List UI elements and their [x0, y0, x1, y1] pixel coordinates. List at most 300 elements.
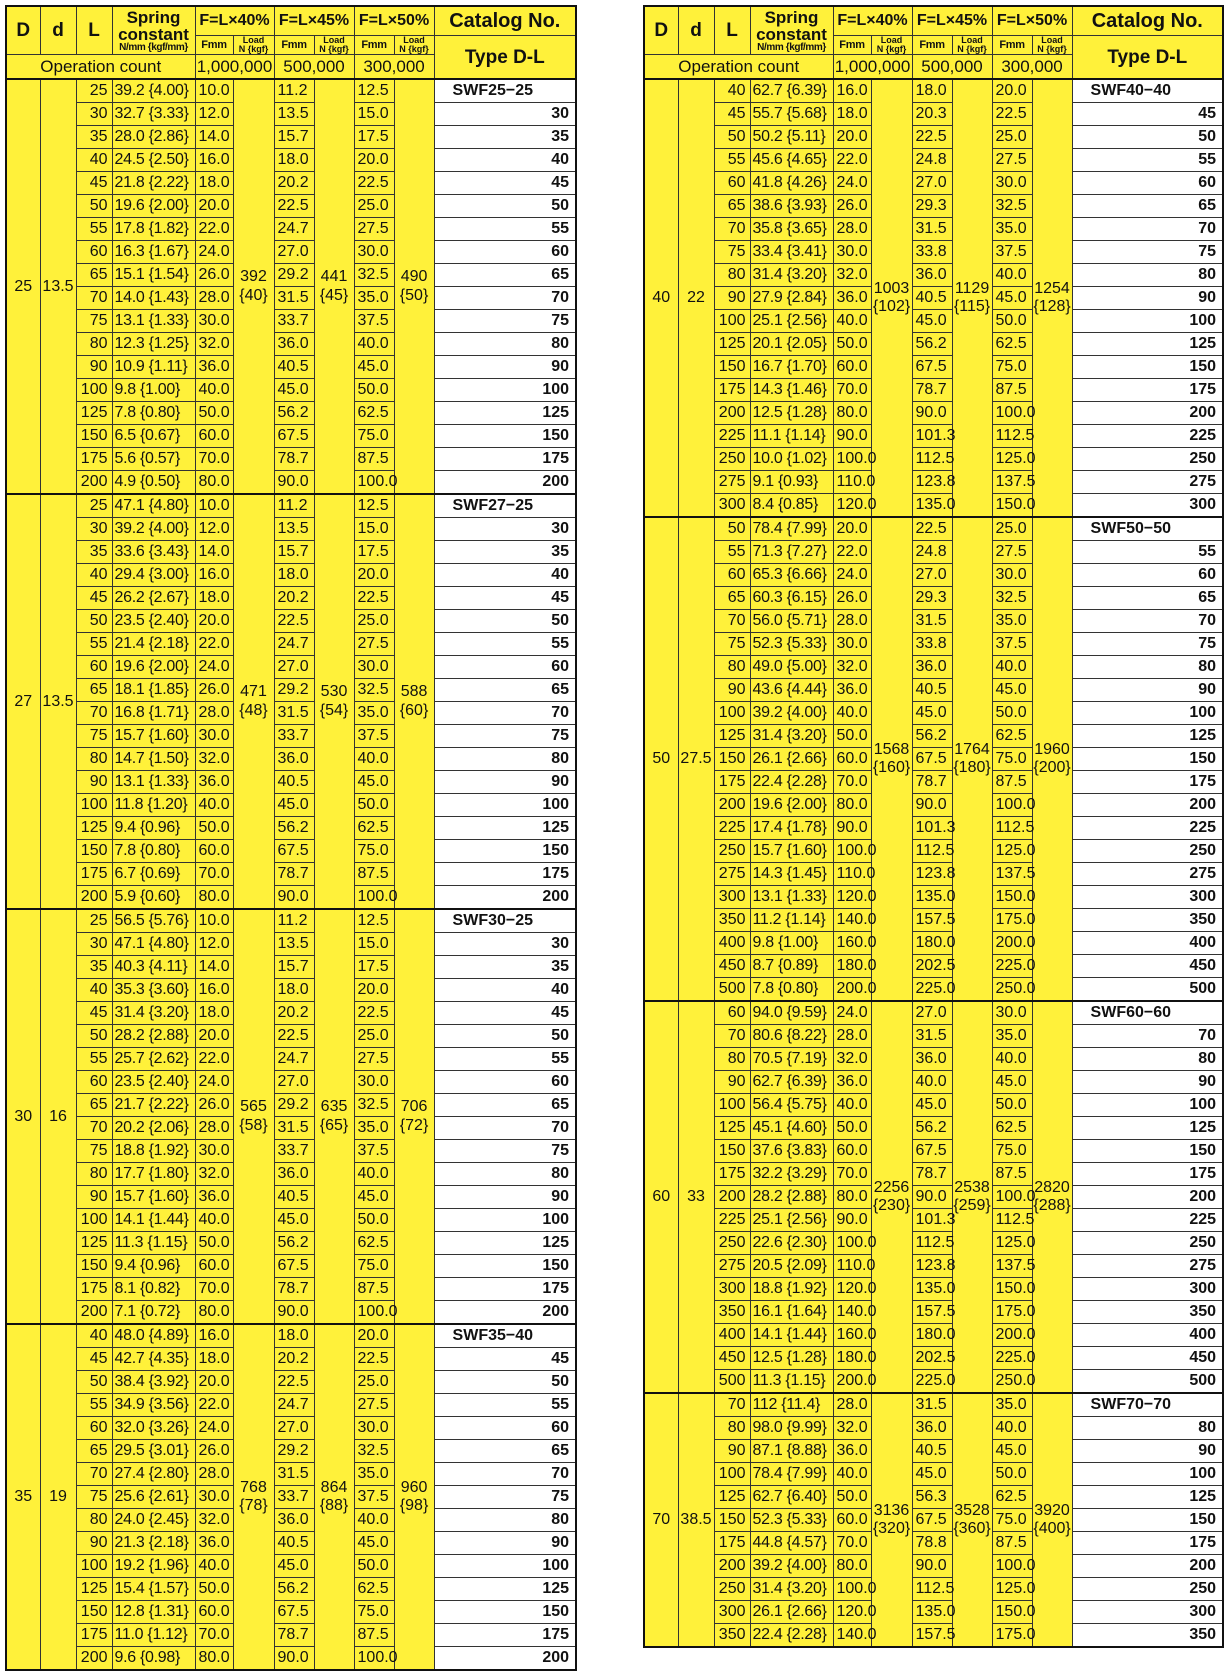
- load-40-cell: [871, 1001, 912, 1393]
- spring-group-D70: [644, 1393, 1223, 1647]
- spring-group-D25: [6, 79, 576, 494]
- catalog-number-cell: [1072, 1209, 1223, 1232]
- length-cell: 200: [76, 886, 112, 910]
- table-row: [6, 1647, 576, 1671]
- header-fmm-40: Fmm: [833, 36, 871, 55]
- deflection-45-cell: 27.0: [912, 172, 952, 195]
- length-cell: 225: [714, 817, 750, 840]
- deflection-50-cell: 87.5: [992, 771, 1032, 794]
- catalog-number-cell: [1072, 702, 1223, 725]
- deflection-45-cell: 45.0: [912, 310, 952, 333]
- load-value: 3136: [873, 1501, 910, 1519]
- catalog-suffix: 300: [1189, 496, 1217, 513]
- deflection-45-cell: 56.2: [274, 1578, 314, 1601]
- catalog-number-cell: [1072, 748, 1223, 771]
- header-f50: F=L×50%: [354, 6, 434, 36]
- deflection-40-cell: 10.0: [195, 494, 233, 518]
- catalog-number-cell: [1072, 978, 1223, 1002]
- deflection-40-cell: 32.0: [833, 1417, 871, 1440]
- deflection-45-cell: 56.2: [912, 333, 952, 356]
- header-d: d: [40, 6, 76, 55]
- spring-constant-cell: 14.3 {1.45}: [750, 863, 833, 886]
- catalog-prefix: SWF25−: [452, 82, 516, 99]
- catalog-suffix: 80: [1198, 1419, 1217, 1436]
- length-cell: 450: [714, 1347, 750, 1370]
- spring-constant-cell: 94.0 {9.59}: [750, 1001, 833, 1025]
- deflection-50-cell: 125.0: [992, 448, 1032, 471]
- load-l1: Load: [323, 35, 345, 45]
- catalog-number-cell: [434, 103, 576, 126]
- catalog-number-cell: [1072, 1163, 1223, 1186]
- length-cell: 50: [76, 1025, 112, 1048]
- deflection-40-cell: 20.0: [195, 1025, 233, 1048]
- catalog-number-cell: [1072, 79, 1223, 103]
- table-row: [6, 1532, 576, 1555]
- table-row: [6, 1048, 576, 1071]
- catalog-suffix: 300: [1189, 888, 1217, 905]
- length-cell: 175: [76, 448, 112, 471]
- length-cell: 35: [76, 956, 112, 979]
- table-row: [6, 909, 576, 933]
- deflection-50-cell: 75.0: [354, 840, 394, 863]
- table-row: [6, 1278, 576, 1301]
- catalog-number-cell: [434, 1417, 576, 1440]
- deflection-45-cell: 31.5: [274, 1463, 314, 1486]
- deflection-50-cell: 22.5: [354, 1002, 394, 1025]
- spec-table-right: [643, 5, 1222, 1648]
- deflection-50-cell: 25.0: [354, 610, 394, 633]
- deflection-50-cell: 12.5: [354, 79, 394, 103]
- deflection-40-cell: 40.0: [833, 1094, 871, 1117]
- length-cell: 65: [714, 587, 750, 610]
- catalog-number-cell: [434, 725, 576, 748]
- spring-constant-cell: 14.1 {1.44}: [750, 1324, 833, 1347]
- table-row: [644, 79, 1223, 103]
- length-cell: 40: [76, 979, 112, 1002]
- table-row: [644, 1209, 1223, 1232]
- deflection-40-cell: 30.0: [195, 310, 233, 333]
- deflection-45-cell: 15.7: [274, 956, 314, 979]
- deflection-50-cell: 35.0: [354, 702, 394, 725]
- catalog-number-cell: [1072, 679, 1223, 702]
- catalog-suffix: 40: [551, 981, 570, 998]
- deflection-40-cell: 24.0: [195, 656, 233, 679]
- deflection-50-cell: 75.0: [992, 1509, 1032, 1532]
- catalog-number-cell: [1072, 425, 1223, 448]
- catalog-suffix: 65: [551, 681, 570, 698]
- spring-constant-cell: 33.4 {3.41}: [750, 241, 833, 264]
- header-fmm-40: Fmm: [195, 36, 233, 55]
- length-cell: 45: [76, 1002, 112, 1025]
- length-cell: 35: [76, 126, 112, 149]
- length-cell: 30: [76, 103, 112, 126]
- table-row: [644, 1486, 1223, 1509]
- table-row: [6, 771, 576, 794]
- deflection-50-cell: 62.5: [992, 1117, 1032, 1140]
- load-value: 565: [240, 1098, 267, 1116]
- catalog-number-cell: [434, 1117, 576, 1140]
- catalog-suffix: 350: [1189, 1626, 1217, 1643]
- deflection-40-cell: 40.0: [833, 310, 871, 333]
- deflection-50-cell: 30.0: [992, 172, 1032, 195]
- spring-constant-cell: 5.6 {0.57}: [112, 448, 195, 471]
- catalog-suffix: 90: [1198, 289, 1217, 306]
- deflection-45-cell: 24.8: [912, 149, 952, 172]
- load-l2: N {kgf}: [876, 44, 907, 54]
- table-row: [6, 1578, 576, 1601]
- deflection-50-cell: 75.0: [354, 425, 394, 448]
- deflection-45-cell: 78.8: [912, 1532, 952, 1555]
- deflection-50-cell: 150.0: [992, 1278, 1032, 1301]
- catalog-suffix: 200: [542, 473, 570, 490]
- length-cell: 125: [76, 817, 112, 840]
- deflection-45-cell: 40.5: [274, 1532, 314, 1555]
- catalog-number-cell: [434, 1025, 576, 1048]
- table-row: [6, 241, 576, 264]
- spring-constant-cell: 37.6 {3.83}: [750, 1140, 833, 1163]
- table-row: [6, 1232, 576, 1255]
- deflection-45-cell: 18.0: [912, 79, 952, 103]
- spring-constant-cell: 14.0 {1.43}: [112, 287, 195, 310]
- deflection-45-cell: 27.0: [274, 1071, 314, 1094]
- table-row: [6, 1324, 576, 1348]
- catalog-suffix: 50: [551, 1027, 570, 1044]
- deflection-45-cell: 36.0: [912, 1048, 952, 1071]
- catalog-suffix: 250: [1189, 1580, 1217, 1597]
- deflection-45-cell: 180.0: [912, 932, 952, 955]
- spring-constant-cell: 34.9 {3.56}: [112, 1394, 195, 1417]
- load-40-cell: [871, 1393, 912, 1647]
- table-row: [6, 195, 576, 218]
- header-spring-constant: [112, 6, 195, 55]
- spring-constant-cell: 18.8 {1.92}: [112, 1140, 195, 1163]
- catalog-number-cell: [434, 1578, 576, 1601]
- deflection-40-cell: 16.0: [195, 979, 233, 1002]
- catalog-prefix: SWF35−: [452, 1327, 516, 1344]
- deflection-45-cell: 40.0: [912, 1071, 952, 1094]
- deflection-50-cell: 45.0: [354, 1186, 394, 1209]
- deflection-40-cell: 32.0: [195, 333, 233, 356]
- table-row: [644, 1463, 1223, 1486]
- deflection-50-cell: 50.0: [992, 310, 1032, 333]
- catalog-number-cell: [434, 172, 576, 195]
- deflection-50-cell: 40.0: [354, 333, 394, 356]
- length-cell: 100: [714, 702, 750, 725]
- table-row: [644, 587, 1223, 610]
- length-cell: 275: [714, 863, 750, 886]
- deflection-50-cell: 20.0: [354, 564, 394, 587]
- table-row: [644, 1025, 1223, 1048]
- deflection-50-cell: 35.0: [992, 1025, 1032, 1048]
- catalog-suffix: 40: [551, 566, 570, 583]
- length-cell: 55: [76, 218, 112, 241]
- length-cell: 70: [76, 702, 112, 725]
- deflection-40-cell: 70.0: [195, 1624, 233, 1647]
- deflection-45-cell: 22.5: [274, 1371, 314, 1394]
- deflection-50-cell: 75.0: [992, 356, 1032, 379]
- catalog-suffix: 100: [1189, 1465, 1217, 1482]
- deflection-40-cell: 90.0: [833, 425, 871, 448]
- load-value: 2820: [1034, 1178, 1070, 1196]
- catalog-number-cell: [434, 1324, 576, 1348]
- deflection-45-cell: 123.8: [912, 471, 952, 494]
- deflection-50-cell: 125.0: [992, 840, 1032, 863]
- table-row: [6, 333, 576, 356]
- deflection-40-cell: 140.0: [833, 1301, 871, 1324]
- deflection-50-cell: 250.0: [992, 978, 1032, 1002]
- length-cell: 80: [76, 333, 112, 356]
- catalog-suffix: 65: [551, 1442, 570, 1459]
- table-row: [6, 264, 576, 287]
- spring-constant-cell: 11.3 {1.15}: [112, 1232, 195, 1255]
- deflection-50-cell: 87.5: [354, 448, 394, 471]
- deflection-45-cell: 40.5: [274, 771, 314, 794]
- deflection-45-cell: 29.2: [274, 1440, 314, 1463]
- catalog-suffix: 60: [1153, 1004, 1172, 1021]
- deflection-40-cell: 30.0: [833, 633, 871, 656]
- deflection-40-cell: 30.0: [195, 1140, 233, 1163]
- deflection-40-cell: 28.0: [833, 1025, 871, 1048]
- deflection-50-cell: 32.5: [354, 1440, 394, 1463]
- spring-constant-cell: 45.1 {4.60}: [750, 1117, 833, 1140]
- catalog-number-cell: [1072, 1440, 1223, 1463]
- deflection-45-cell: 18.0: [274, 564, 314, 587]
- catalog-suffix: 450: [1189, 957, 1217, 974]
- catalog-number-cell: [434, 310, 576, 333]
- header-L: L: [76, 6, 112, 55]
- outer-diameter-cell: 25: [6, 79, 40, 494]
- deflection-50-cell: 40.0: [354, 1509, 394, 1532]
- table-row: [6, 587, 576, 610]
- deflection-45-cell: 101.3: [912, 1209, 952, 1232]
- spring-constant-cell: 55.7 {5.68}: [750, 103, 833, 126]
- spring-constant-cell: 11.8 {1.20}: [112, 794, 195, 817]
- catalog-prefix: SWF27−: [452, 497, 516, 514]
- deflection-50-cell: 87.5: [354, 1624, 394, 1647]
- catalog-suffix: 45: [1198, 105, 1217, 122]
- deflection-45-cell: 45.0: [274, 1555, 314, 1578]
- deflection-50-cell: 27.5: [354, 1394, 394, 1417]
- table-row: [644, 1347, 1223, 1370]
- deflection-45-cell: 24.7: [274, 1394, 314, 1417]
- deflection-45-cell: 180.0: [912, 1324, 952, 1347]
- catalog-suffix: 175: [1189, 773, 1217, 790]
- table-row: [6, 794, 576, 817]
- table-row: [6, 541, 576, 564]
- catalog-number-cell: [1072, 725, 1223, 748]
- table-row: [644, 494, 1223, 518]
- length-cell: 55: [714, 149, 750, 172]
- length-cell: 75: [76, 725, 112, 748]
- catalog-number-cell: [434, 1394, 576, 1417]
- deflection-45-cell: 31.5: [912, 218, 952, 241]
- catalog-number-cell: [434, 541, 576, 564]
- catalog-suffix: 60: [551, 1419, 570, 1436]
- load-50-cell: [394, 1324, 434, 1670]
- spring-constant-cell: 65.3 {6.66}: [750, 564, 833, 587]
- deflection-40-cell: 60.0: [833, 356, 871, 379]
- table-row: [644, 1255, 1223, 1278]
- catalog-suffix: 75: [551, 312, 570, 329]
- catalog-number-cell: [434, 679, 576, 702]
- catalog-suffix: 200: [1189, 1188, 1217, 1205]
- deflection-40-cell: 110.0: [833, 863, 871, 886]
- deflection-50-cell: 45.0: [992, 679, 1032, 702]
- spring-constant-cell: 25.7 {2.62}: [112, 1048, 195, 1071]
- catalog-suffix: 35: [551, 543, 570, 560]
- spring-constant-cell: 7.8 {0.80}: [112, 840, 195, 863]
- spring-constant-cell: 60.3 {6.15}: [750, 587, 833, 610]
- deflection-40-cell: 160.0: [833, 1324, 871, 1347]
- header-fmm-45: Fmm: [274, 36, 314, 55]
- load-l2: N {kgf}: [1037, 44, 1067, 54]
- load-45-cell: [314, 1324, 354, 1670]
- catalog-number-cell: [1072, 1347, 1223, 1370]
- catalog-number-cell: [1072, 541, 1223, 564]
- table-row: [6, 79, 576, 103]
- catalog-number-cell: [1072, 172, 1223, 195]
- catalog-number-cell: [1072, 1393, 1223, 1417]
- catalog-number-cell: [1072, 1417, 1223, 1440]
- spring-constant-cell: 25.1 {2.56}: [750, 310, 833, 333]
- table-row: [6, 933, 576, 956]
- deflection-40-cell: 22.0: [195, 633, 233, 656]
- spring-constant-cell: 22.6 {2.30}: [750, 1232, 833, 1255]
- length-cell: 250: [714, 448, 750, 471]
- deflection-45-cell: 67.5: [912, 356, 952, 379]
- catalog-number-cell: [1072, 817, 1223, 840]
- load-kgf: {128}: [1033, 298, 1071, 315]
- length-cell: 150: [76, 1601, 112, 1624]
- deflection-50-cell: 50.0: [354, 379, 394, 402]
- load-value: 864: [320, 1478, 348, 1496]
- deflection-40-cell: 28.0: [195, 287, 233, 310]
- deflection-45-cell: 18.0: [274, 149, 314, 172]
- spring-constant-cell: 32.7 {3.33}: [112, 103, 195, 126]
- table-row: [6, 1348, 576, 1371]
- deflection-40-cell: 70.0: [195, 863, 233, 886]
- spring-constant-cell: 87.1 {8.88}: [750, 1440, 833, 1463]
- deflection-50-cell: 17.5: [354, 126, 394, 149]
- header-f40: F=L×40%: [833, 6, 912, 36]
- table-row: [644, 172, 1223, 195]
- catalog-suffix: 65: [1198, 197, 1217, 214]
- load-kgf: {45}: [319, 286, 349, 304]
- deflection-45-cell: 33.7: [274, 725, 314, 748]
- deflection-45-cell: 24.8: [912, 541, 952, 564]
- deflection-40-cell: 40.0: [195, 1555, 233, 1578]
- spring-constant-cell: 13.1 {1.33}: [112, 310, 195, 333]
- spring-constant-cell: 23.5 {2.40}: [112, 1071, 195, 1094]
- deflection-40-cell: 30.0: [195, 1486, 233, 1509]
- table-row: [644, 310, 1223, 333]
- deflection-45-cell: 123.8: [912, 1255, 952, 1278]
- catalog-number-cell: [434, 633, 576, 656]
- deflection-45-cell: 22.5: [912, 126, 952, 149]
- length-cell: 80: [714, 264, 750, 287]
- length-cell: 200: [714, 1186, 750, 1209]
- deflection-45-cell: 123.8: [912, 863, 952, 886]
- catalog-number-cell: [1072, 1001, 1223, 1025]
- spring-constant-cell: 15.7 {1.60}: [112, 1186, 195, 1209]
- spring-constant-cell: 29.5 {3.01}: [112, 1440, 195, 1463]
- length-cell: 175: [714, 771, 750, 794]
- deflection-50-cell: 175.0: [992, 1624, 1032, 1648]
- length-cell: 50: [76, 195, 112, 218]
- spring-unit: N/mm {kgf/mm}: [757, 41, 826, 53]
- deflection-50-cell: 27.5: [354, 1048, 394, 1071]
- deflection-40-cell: 200.0: [833, 1370, 871, 1394]
- deflection-40-cell: 110.0: [833, 471, 871, 494]
- table-row: [644, 1001, 1223, 1025]
- table-row: [6, 1094, 576, 1117]
- deflection-45-cell: 202.5: [912, 955, 952, 978]
- deflection-50-cell: 62.5: [354, 1578, 394, 1601]
- catalog-number-cell: [434, 218, 576, 241]
- deflection-50-cell: 150.0: [992, 1601, 1032, 1624]
- length-cell: 70: [714, 218, 750, 241]
- table-row: [644, 1232, 1223, 1255]
- catalog-number-cell: [1072, 448, 1223, 471]
- deflection-50-cell: 45.0: [354, 1532, 394, 1555]
- catalog-suffix: 350: [1189, 1303, 1217, 1320]
- table-row: [644, 909, 1223, 932]
- catalog-suffix: 90: [1198, 1442, 1217, 1459]
- outer-diameter-cell: 27: [6, 494, 40, 909]
- spring-constant-cell: 27.9 {2.84}: [750, 287, 833, 310]
- length-cell: 250: [714, 840, 750, 863]
- deflection-45-cell: 67.5: [912, 748, 952, 771]
- spring-constant-cell: 21.3 {2.18}: [112, 1532, 195, 1555]
- catalog-suffix: 60: [551, 658, 570, 675]
- header-type: Type D-L: [1072, 36, 1223, 80]
- load-50-cell: [1032, 517, 1072, 1001]
- deflection-50-cell: 25.0: [992, 517, 1032, 541]
- deflection-40-cell: 60.0: [195, 425, 233, 448]
- catalog-suffix: 55: [1198, 151, 1217, 168]
- length-cell: 30: [76, 933, 112, 956]
- length-cell: 50: [714, 126, 750, 149]
- deflection-50-cell: 62.5: [992, 333, 1032, 356]
- catalog-number-cell: [1072, 1048, 1223, 1071]
- deflection-45-cell: 202.5: [912, 1347, 952, 1370]
- spring-constant-cell: 16.3 {1.67}: [112, 241, 195, 264]
- catalog-suffix: 250: [1189, 842, 1217, 859]
- spring-constant-cell: 17.8 {1.82}: [112, 218, 195, 241]
- deflection-50-cell: 100.0: [354, 886, 394, 910]
- catalog-suffix: 80: [551, 335, 570, 352]
- catalog-suffix: 25: [515, 912, 534, 929]
- catalog-number-cell: [434, 241, 576, 264]
- catalog-number-cell: [1072, 264, 1223, 287]
- length-cell: 300: [714, 886, 750, 909]
- deflection-40-cell: 40.0: [195, 379, 233, 402]
- length-cell: 40: [714, 79, 750, 103]
- table-row: [6, 1071, 576, 1094]
- length-cell: 75: [76, 1486, 112, 1509]
- deflection-40-cell: 110.0: [833, 1255, 871, 1278]
- catalog-number-cell: [1072, 909, 1223, 932]
- deflection-50-cell: 112.5: [992, 1209, 1032, 1232]
- spring-constant-cell: 56.0 {5.71}: [750, 610, 833, 633]
- load-value: 490: [400, 268, 428, 286]
- deflection-40-cell: 14.0: [195, 541, 233, 564]
- catalog-suffix: 40: [515, 1327, 534, 1344]
- catalog-suffix: 50: [1153, 520, 1172, 537]
- catalog-suffix: 300: [1189, 1603, 1217, 1620]
- table-row: [644, 1324, 1223, 1347]
- header-load-40: [233, 36, 274, 55]
